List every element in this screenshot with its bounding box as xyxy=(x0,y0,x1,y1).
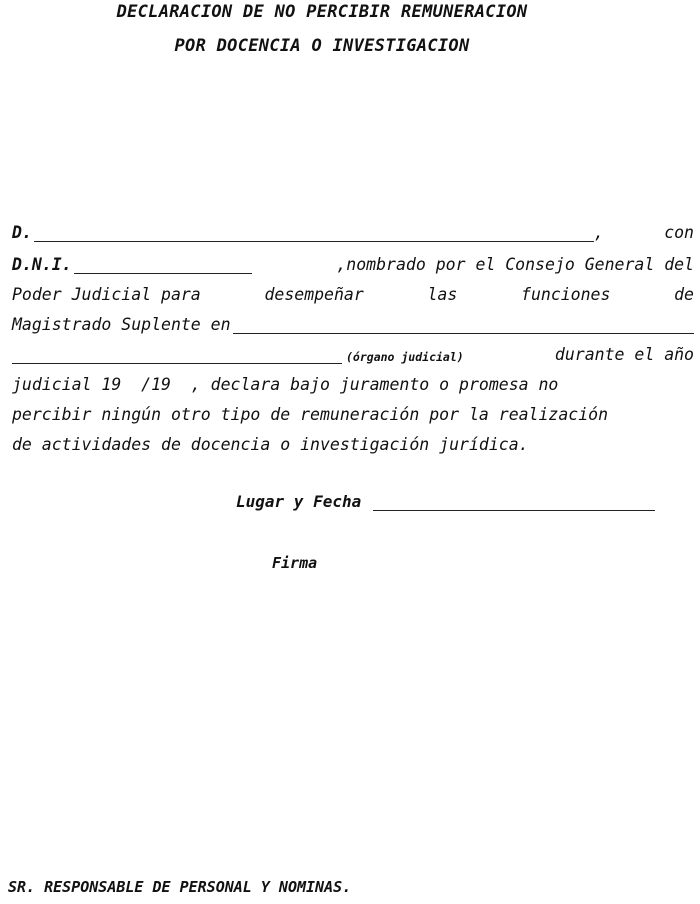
name-line xyxy=(12,218,694,242)
poder-word-1: Poder Judicial para xyxy=(12,285,201,304)
actividades-text: de actividades de docencia o investigación jurídica. xyxy=(12,435,529,454)
durante-text: durante el año xyxy=(554,345,694,364)
poder-line xyxy=(12,280,694,304)
destinatario: SR. RESPONSABLE DE PERSONAL Y NOMINAS. xyxy=(8,878,352,896)
organo-line xyxy=(12,340,694,364)
document-title-line1: DECLARACION DE NO PERCIBIR REMUNERACION xyxy=(116,2,528,22)
dni-line xyxy=(12,250,694,274)
poder-word-3: las xyxy=(427,285,458,304)
lugar-fecha-row xyxy=(236,492,655,511)
lugar-fecha-field[interactable] xyxy=(373,492,655,511)
actividades-line xyxy=(12,430,694,454)
magistrado-line xyxy=(12,310,694,334)
poder-word-2: desempeñar xyxy=(264,285,364,304)
poder-word-4: funciones xyxy=(521,285,611,304)
dni-field[interactable] xyxy=(74,255,252,274)
organo-label: (órgano judicial) xyxy=(346,350,464,364)
percibir-text: percibir ningún otro tipo de remuneración por la realización xyxy=(12,405,609,424)
document-title-line2: POR DOCENCIA O INVESTIGACION xyxy=(174,36,470,56)
name-field[interactable] xyxy=(34,223,594,242)
con-text: con xyxy=(664,223,694,242)
d-label: D. xyxy=(12,223,32,242)
magistrado-field[interactable] xyxy=(233,315,694,334)
dni-label: D.N.I. xyxy=(12,255,72,274)
firma-label: Firma xyxy=(272,554,318,572)
poder-word-5: de xyxy=(674,285,694,304)
percibir-line xyxy=(12,400,694,424)
comma: , xyxy=(593,223,604,242)
lugar-fecha-label: Lugar y Fecha xyxy=(236,492,362,511)
organo-field[interactable] xyxy=(12,345,342,364)
judicial-text: judicial 19 /19 , declara bajo juramento o promesa no xyxy=(12,375,559,394)
magistrado-text: Magistrado Suplente en xyxy=(12,315,231,334)
nombrado-text: ,nombrado por el Consejo General del xyxy=(336,255,694,274)
judicial-line xyxy=(12,370,694,394)
